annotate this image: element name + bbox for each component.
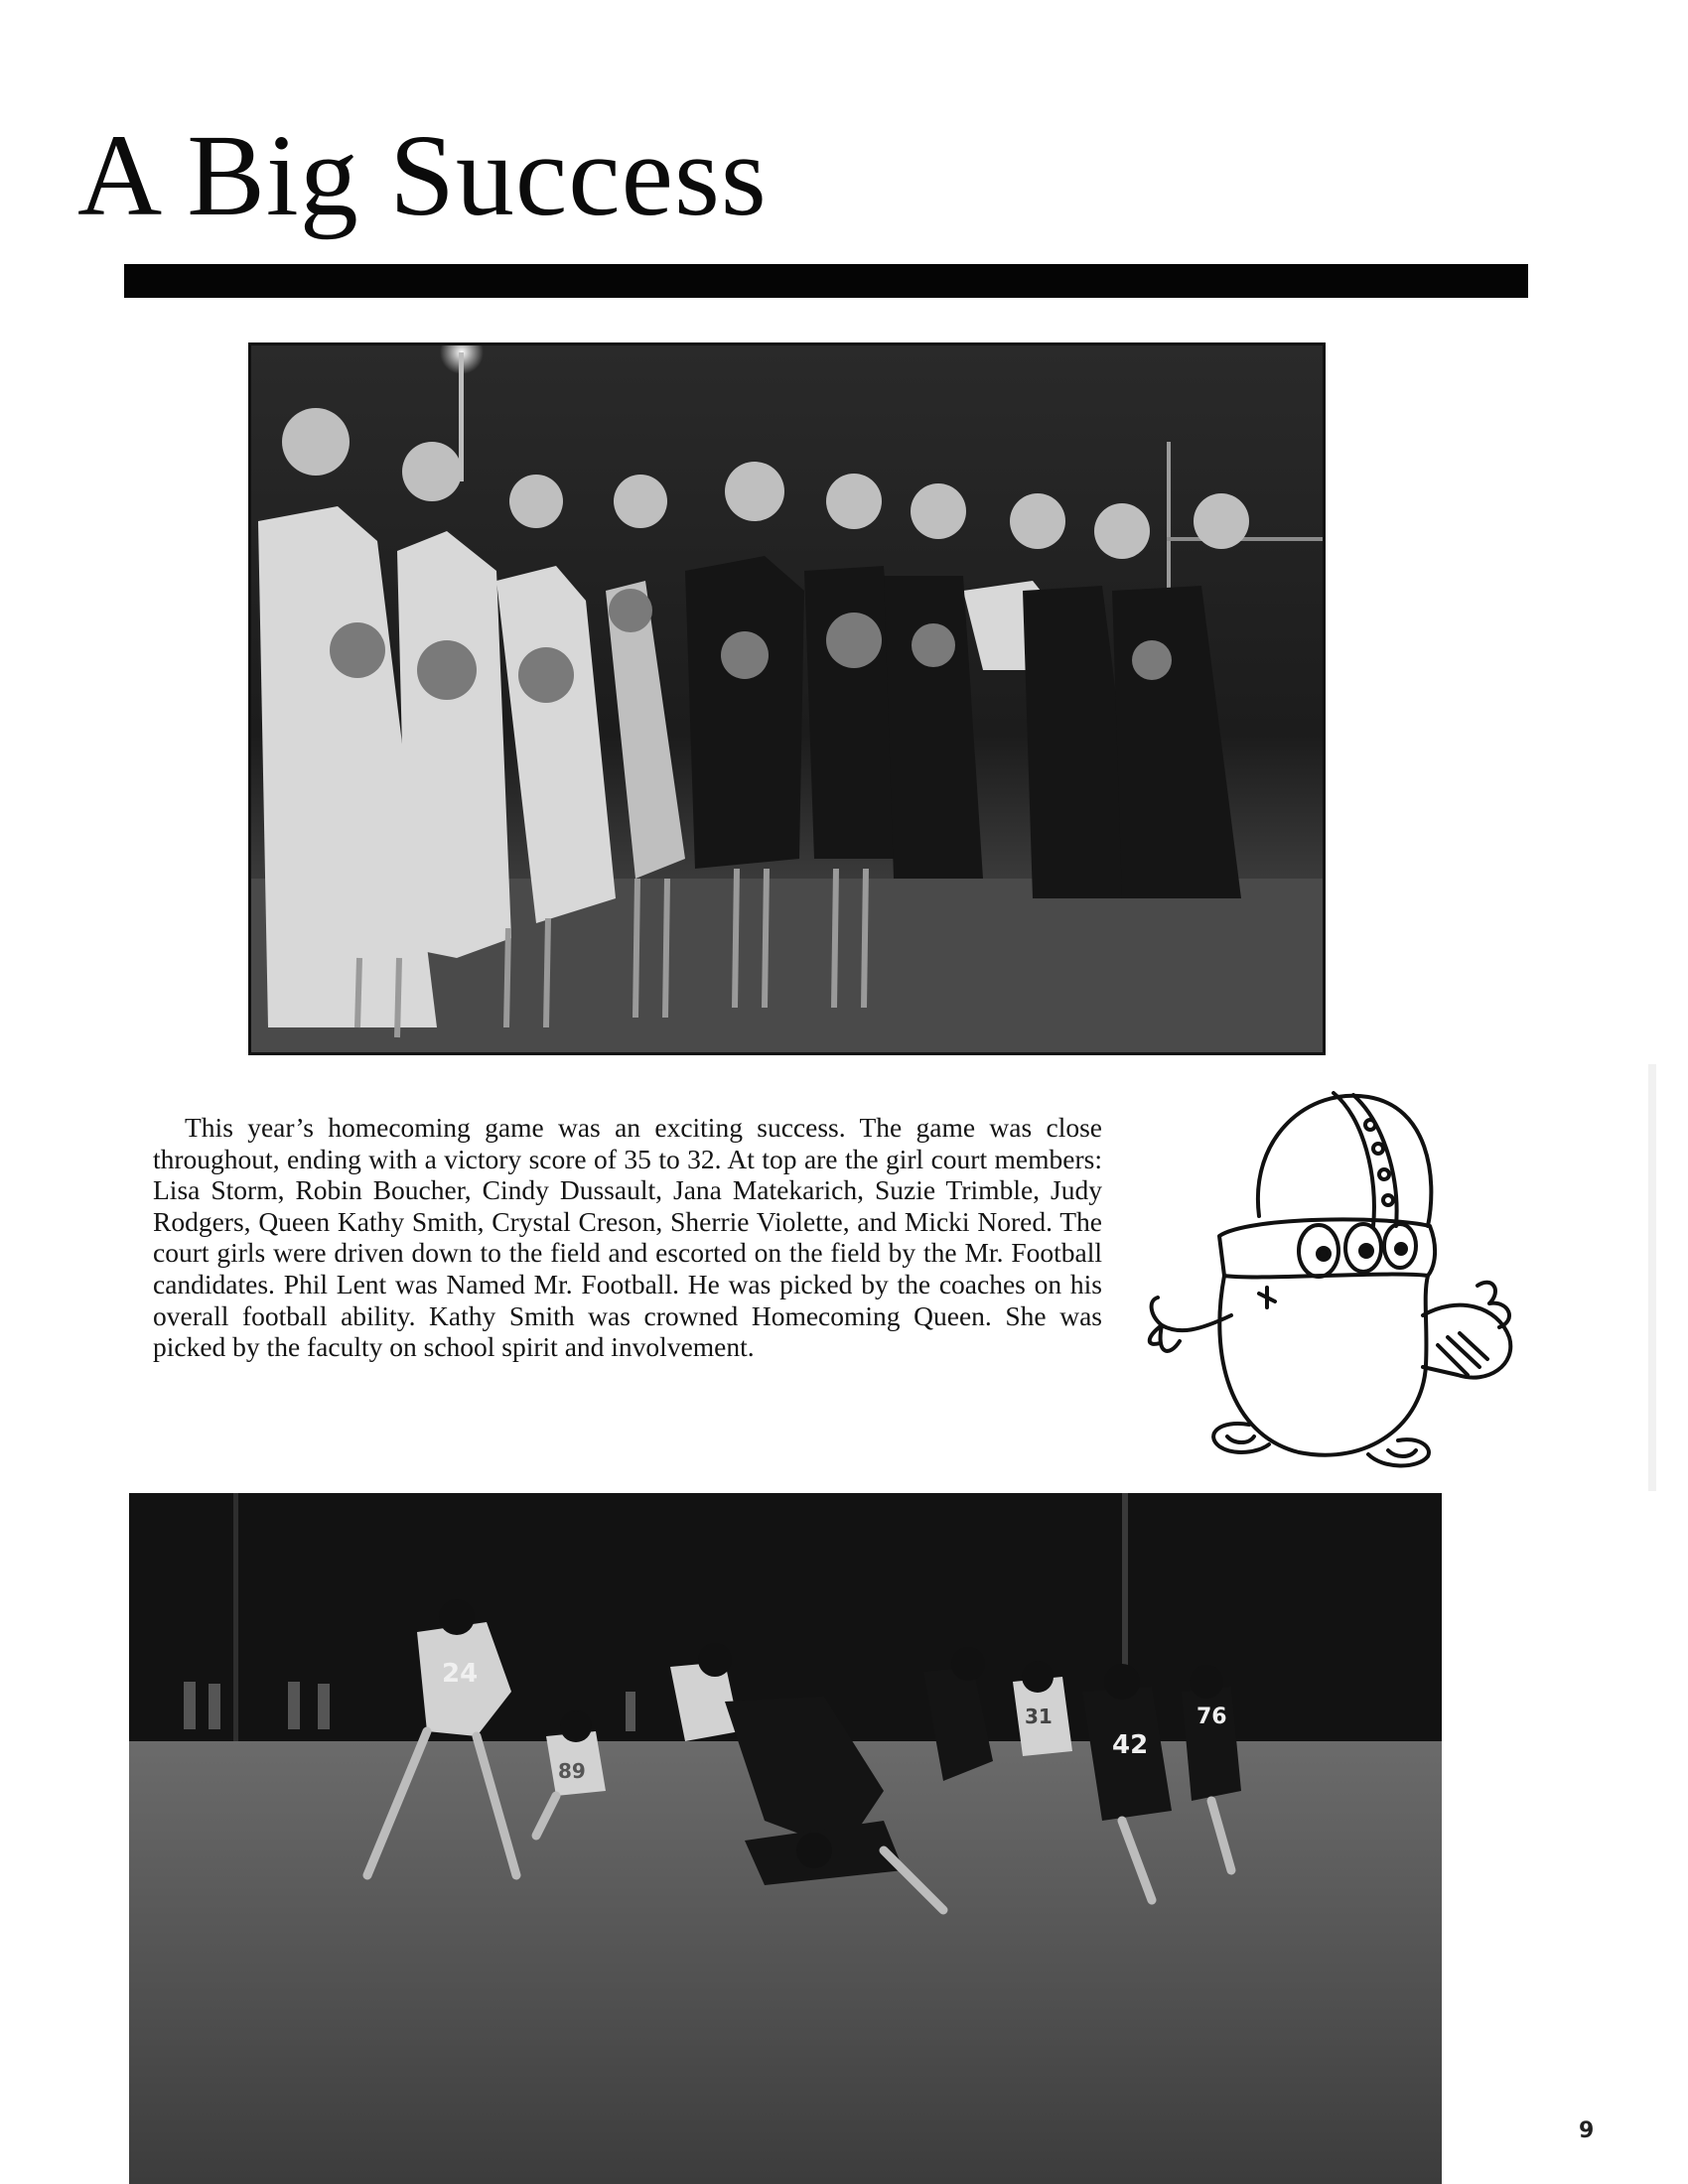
jersey-number: 24 bbox=[442, 1659, 479, 1689]
jersey-number: 42 bbox=[1112, 1730, 1149, 1760]
page-number: 9 bbox=[1579, 2118, 1595, 2143]
homecoming-court-photo bbox=[248, 342, 1326, 1055]
jersey-number: 89 bbox=[558, 1759, 586, 1783]
football-game-photo bbox=[129, 1493, 1442, 2184]
jersey-number: 31 bbox=[1025, 1705, 1053, 1728]
jersey-number: 76 bbox=[1196, 1705, 1227, 1729]
page-edge-shadow bbox=[1648, 1064, 1656, 1491]
title-rule bbox=[124, 264, 1528, 298]
article-body: This year’s homecoming game was an exciting success. The game was close throughout, ending with a victory score of 35 to 32. At top are the girl court members: Lisa Storm, Robin Boucher, Cindy Dussault, Jana Matekarich, Suzie Trimble, Judy Rodgers, Queen Kathy Smith, Crystal Creson, Sherrie Violette, and Micki Nored. The court girls were driven down to the field and escorted on the field by the Mr. Football candidates. Phil Lent was Named Mr. Football. He was picked by the coaches on his overall football ability. Kathy Smith was crowned Homecoming Queen. She was picked by the faculty on school spirit and involvement. bbox=[153, 1112, 1102, 1363]
football-mascot-drawing bbox=[1140, 1077, 1537, 1482]
page-title: A Big Success bbox=[77, 110, 768, 240]
